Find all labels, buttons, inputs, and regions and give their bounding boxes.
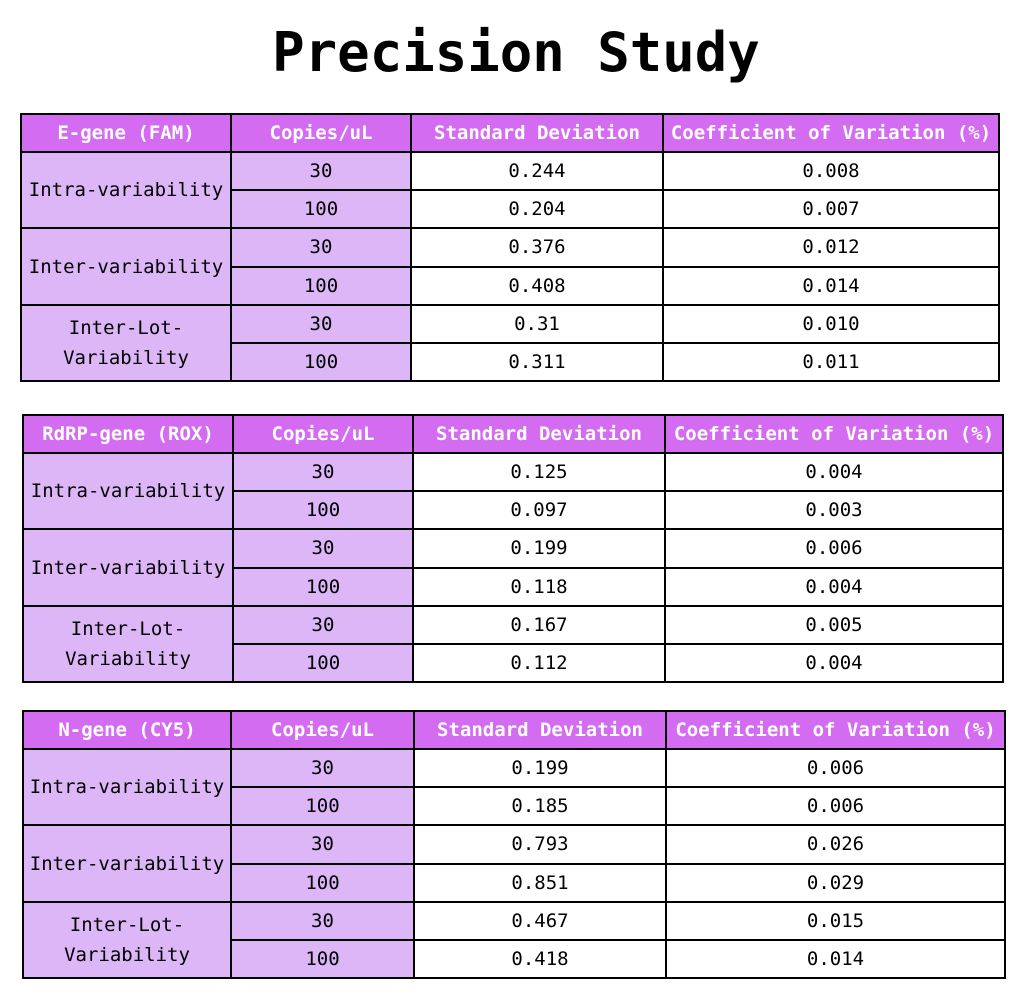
- copies-cell: 100: [231, 190, 411, 228]
- precision-table: [20, 113, 1000, 382]
- copies-cell: 100: [231, 267, 411, 305]
- sd-cell: 0.199: [414, 749, 666, 787]
- condition-line: Variability: [64, 943, 190, 966]
- condition-line: Inter-Lot-: [69, 913, 185, 936]
- condition-cell: [23, 902, 231, 978]
- table-row: [21, 305, 999, 343]
- cv-cell: 0.014: [666, 940, 1005, 978]
- cv-cell: 0.004: [665, 644, 1003, 682]
- sd-cell: 0.311: [411, 343, 663, 381]
- copies-cell: 30: [231, 152, 411, 190]
- sd-cell: 0.199: [413, 529, 665, 567]
- cv-cell: 0.006: [665, 529, 1003, 567]
- table-row: [21, 152, 999, 190]
- condition-cell: [23, 606, 233, 682]
- precision-table: [22, 414, 1004, 683]
- sd-header: Standard Deviation: [413, 415, 665, 453]
- condition-line: Variability: [65, 647, 191, 670]
- sd-cell: 0.244: [411, 152, 663, 190]
- copies-cell: 100: [231, 343, 411, 381]
- cv-cell: 0.006: [666, 749, 1005, 787]
- copies-cell: 100: [233, 491, 413, 529]
- cv-cell: 0.004: [665, 453, 1003, 491]
- precision-table: [22, 710, 1006, 979]
- sd-cell: 0.185: [414, 787, 666, 825]
- copies-cell: 30: [233, 529, 413, 567]
- sd-header: Standard Deviation: [414, 711, 666, 749]
- cv-cell: 0.012: [663, 228, 999, 266]
- sd-cell: 0.097: [413, 491, 665, 529]
- condition-cell: Intra-variability: [23, 453, 233, 529]
- condition-cell: Intra-variability: [21, 152, 231, 228]
- condition-cell: Inter-variability: [23, 529, 233, 605]
- table-row: [21, 228, 999, 266]
- sd-cell: 0.851: [414, 864, 666, 902]
- cv-cell: 0.006: [666, 787, 1005, 825]
- cv-cell: 0.011: [663, 343, 999, 381]
- page-title: Precision Study: [272, 21, 760, 84]
- sd-cell: 0.467: [414, 902, 666, 940]
- copies-cell: 30: [233, 606, 413, 644]
- table-row: [23, 825, 1005, 863]
- gene-header: E-gene (FAM): [21, 114, 231, 152]
- copies-cell: 100: [233, 644, 413, 682]
- sd-cell: 0.408: [411, 267, 663, 305]
- copies-cell: 100: [231, 787, 414, 825]
- copies-cell: 30: [231, 825, 414, 863]
- copies-cell: 100: [231, 864, 414, 902]
- cv-header: Coefficient of Variation (%): [666, 711, 1005, 749]
- sd-cell: 0.112: [413, 644, 665, 682]
- cv-cell: 0.010: [663, 305, 999, 343]
- copies-header: Copies/uL: [233, 415, 413, 453]
- copies-cell: 30: [233, 453, 413, 491]
- condition-cell: Intra-variability: [23, 749, 231, 825]
- condition-cell: Inter-variability: [23, 825, 231, 901]
- sd-header: Standard Deviation: [411, 114, 663, 152]
- copies-header: Copies/uL: [231, 711, 414, 749]
- cv-cell: 0.026: [666, 825, 1005, 863]
- condition-cell: Inter-variability: [21, 228, 231, 304]
- copies-cell: 30: [231, 902, 414, 940]
- sd-cell: 0.204: [411, 190, 663, 228]
- sd-cell: 0.31: [411, 305, 663, 343]
- sd-cell: 0.418: [414, 940, 666, 978]
- condition-line: Variability: [63, 346, 189, 369]
- cv-cell: 0.004: [665, 568, 1003, 606]
- gene-header: RdRP-gene (ROX): [23, 415, 233, 453]
- copies-header: Copies/uL: [231, 114, 411, 152]
- sd-cell: 0.793: [414, 825, 666, 863]
- sd-cell: 0.125: [413, 453, 665, 491]
- condition-line: Inter-Lot-: [70, 617, 186, 640]
- sd-cell: 0.118: [413, 568, 665, 606]
- cv-header: Coefficient of Variation (%): [663, 114, 999, 152]
- table-row: [23, 749, 1005, 787]
- copies-cell: 30: [231, 228, 411, 266]
- table-row: [23, 453, 1003, 491]
- cv-cell: 0.015: [666, 902, 1005, 940]
- cv-cell: 0.029: [666, 864, 1005, 902]
- cv-cell: 0.008: [663, 152, 999, 190]
- copies-cell: 100: [233, 568, 413, 606]
- sd-cell: 0.376: [411, 228, 663, 266]
- copies-cell: 30: [231, 749, 414, 787]
- cv-cell: 0.007: [663, 190, 999, 228]
- cv-cell: 0.014: [663, 267, 999, 305]
- cv-header: Coefficient of Variation (%): [665, 415, 1003, 453]
- table-row: [23, 606, 1003, 644]
- sd-cell: 0.167: [413, 606, 665, 644]
- cv-cell: 0.003: [665, 491, 1003, 529]
- copies-cell: 100: [231, 940, 414, 978]
- gene-header: N-gene (CY5): [23, 711, 231, 749]
- condition-line: Inter-Lot-: [68, 316, 184, 339]
- table-row: [23, 902, 1005, 940]
- table-row: [23, 529, 1003, 567]
- cv-cell: 0.005: [665, 606, 1003, 644]
- copies-cell: 30: [231, 305, 411, 343]
- condition-cell: [21, 305, 231, 381]
